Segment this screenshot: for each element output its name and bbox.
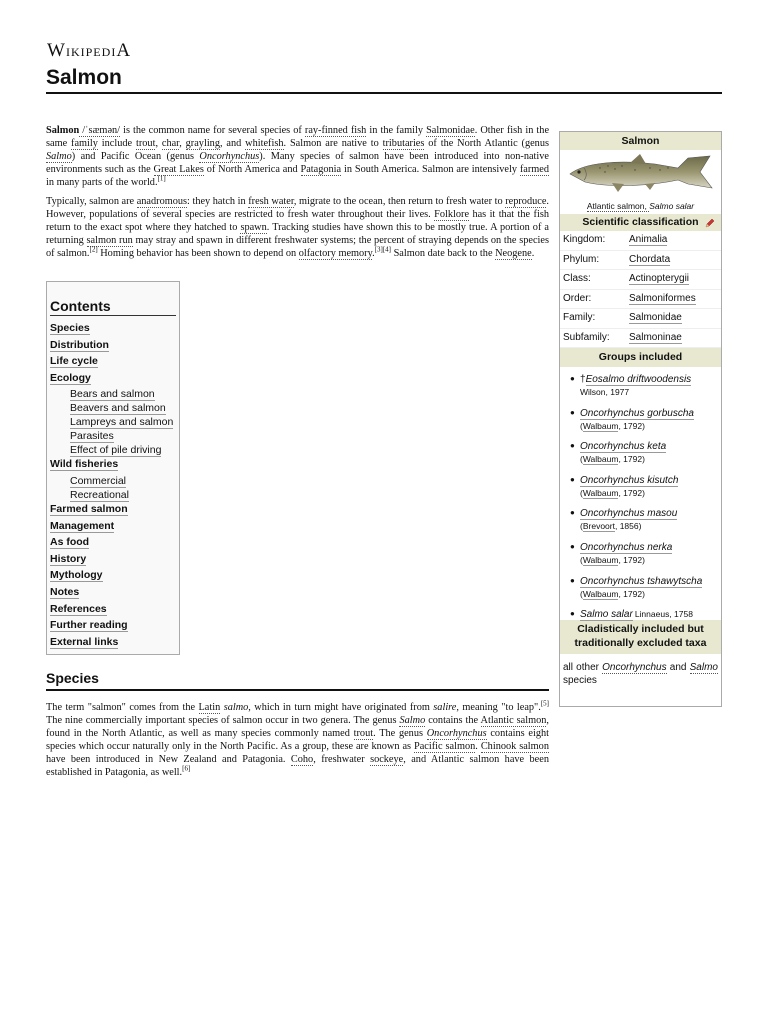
inline-link[interactable]: family (71, 137, 98, 149)
classification-rows (560, 231, 721, 348)
authority-text: Linnaeus, 1758 (634, 609, 693, 620)
inline-link[interactable]: Salmo (689, 662, 718, 674)
cladistic-text (560, 654, 721, 687)
classification-rank: Family: (563, 312, 596, 323)
text-run: The nine commercially important species of salmon occur in two genera. The genus (46, 714, 400, 726)
text-run: Typically, salmon are (46, 196, 137, 207)
sci-heading-label: Scientific classification (582, 216, 699, 228)
classification-rank: Phylum: (563, 253, 600, 265)
text-run: in South America. Salmon are intensively (341, 163, 520, 175)
toc-item[interactable] (50, 586, 179, 603)
classification-rank: Order: (563, 292, 592, 304)
classification-row (560, 290, 721, 310)
citation-link[interactable]: [6] (182, 764, 191, 773)
classification-taxon-link[interactable]: Actinopterygii (629, 273, 690, 284)
bullet-icon: ● (570, 374, 575, 383)
species-link[interactable]: Oncorhynchus keta (580, 441, 667, 453)
pencil-icon[interactable] (705, 218, 715, 228)
classification-row (560, 231, 721, 251)
text-run: . (475, 740, 481, 752)
toc-item[interactable] (50, 430, 179, 444)
toc-item-label: Recreational (70, 488, 129, 501)
species-link[interactable]: Oncorhynchus tshawytscha (580, 575, 703, 587)
inline-link[interactable]: Coho (290, 753, 314, 765)
authority-year: , 1792) (618, 487, 645, 498)
toc-item[interactable] (50, 603, 179, 620)
wikipedia-wordmark[interactable]: WikipediA (47, 40, 132, 61)
classification-taxon-link[interactable]: Salmonidae (629, 312, 682, 323)
toc-item-label: References (50, 602, 107, 615)
bullet-icon: ● (570, 441, 575, 451)
text-run: , and (219, 137, 246, 149)
group-item (568, 609, 721, 620)
bullet-icon: ● (570, 508, 575, 518)
text-run: . (531, 247, 535, 259)
species-authority (580, 555, 721, 565)
text-run: Salmon date back to the (391, 247, 496, 259)
authority-year: , 1792) (618, 554, 645, 565)
toc-item[interactable] (50, 636, 179, 653)
species-authority (580, 488, 721, 498)
table-of-contents (46, 281, 180, 655)
text-run: has it that the fish return to the exact spot where they hatched to (46, 208, 549, 233)
inline-link[interactable]: Oncorhynchus (602, 662, 667, 674)
text-run: Salmon (46, 125, 80, 136)
authority-link[interactable]: Walbaum (582, 420, 619, 431)
group-item (568, 508, 721, 542)
inline-link[interactable]: Folklore (434, 208, 470, 220)
page-title: Salmon (46, 66, 722, 94)
classification-row (560, 251, 721, 271)
toc-item[interactable] (50, 553, 179, 570)
toc-item-label: Commercial (70, 474, 127, 487)
taxobox (559, 131, 722, 707)
species-link[interactable]: Oncorhynchus masou (580, 508, 678, 520)
text-run: , freshwater (313, 753, 371, 765)
inline-link[interactable]: Salmonidae (426, 125, 475, 136)
salmon-image[interactable] (560, 150, 721, 198)
inline-link[interactable]: trout (135, 137, 156, 149)
authority-text: ( (580, 487, 583, 498)
infobox-title: Salmon (560, 132, 721, 150)
text-run: . The genus (373, 727, 427, 739)
classification-row (560, 329, 721, 349)
toc-item[interactable] (50, 416, 179, 430)
caption-atlantic-salmon[interactable]: Atlantic salmon, (586, 201, 650, 211)
text-run: may stray and spawn in different freshwater systems; the percent of straying depends on the species of salmon. (46, 234, 550, 259)
toc-item-label: Parasites (70, 430, 114, 443)
toc-item[interactable] (50, 503, 179, 520)
inline-link[interactable]: olfactory memory (298, 247, 373, 259)
text-run: . Tracking studies have shown this to be mostly true. A portion of a returning (46, 221, 549, 246)
text-run: ). Many species of salmon have been introduced into non-native environments such as the (46, 150, 549, 175)
classification-rank: Subfamily: (563, 331, 610, 343)
inline-link[interactable]: sockeye (370, 753, 404, 765)
authority-link[interactable]: Walbaum (582, 487, 619, 498)
inline-link[interactable]: Chinook salmon (480, 740, 549, 752)
toc-item-label: Life cycle (50, 355, 98, 368)
authority-text: Wilson, 1977 (580, 387, 630, 397)
toc-item-label: External links (50, 635, 119, 648)
group-item (568, 374, 721, 408)
inline-link[interactable]: Oncorhynchus (199, 150, 260, 162)
text-run: , found in the North Atlantic, as well as many species commonly named (46, 714, 549, 739)
text-run: , which in turn might have originated from (248, 702, 434, 713)
authority-text: ( (580, 521, 583, 532)
toc-item-label: Effect of pile driving (70, 444, 162, 457)
toc-item-label: Notes (50, 585, 80, 598)
classification-rank: Kingdom: (563, 234, 606, 245)
authority-text: ( (580, 420, 583, 431)
species-authority (580, 454, 721, 464)
text-run: is the common name for several species of (120, 125, 305, 136)
toc-item-label: Ecology (50, 371, 91, 384)
group-item (568, 408, 721, 442)
toc-item-label: Beavers and salmon (70, 402, 166, 415)
inline-link[interactable]: spawn (240, 221, 267, 233)
toc-item-label: Farmed salmon (50, 502, 128, 515)
text-run: have been introduced in New Zealand and Patagonia. (46, 753, 291, 765)
groups-list (560, 367, 721, 620)
text-run: The term "salmon" comes from the (46, 702, 199, 713)
species-link[interactable]: Oncorhynchus kisutch (580, 474, 679, 486)
group-item (568, 542, 721, 576)
classification-row (560, 309, 721, 329)
extinct-dagger: † (580, 374, 586, 385)
text-run: of North America and (203, 163, 301, 175)
intro-paragraph-1 (46, 125, 549, 190)
toc-item[interactable] (50, 475, 179, 489)
toc-item-label: Mythology (50, 569, 103, 582)
text-run: in the family (366, 125, 427, 136)
inline-link[interactable]: salmon run (86, 234, 133, 246)
inline-link[interactable]: Salmo (46, 150, 72, 162)
authority-link[interactable]: Walbaum (582, 454, 619, 465)
authority-year: , 1792) (618, 588, 645, 599)
species-link[interactable]: Eosalmo driftwoodensis (585, 374, 692, 385)
bullet-icon: ● (570, 407, 575, 417)
inline-link[interactable]: /ˈsæmən/ (79, 125, 121, 136)
text-run: Homing behavior has been shown to depend on (97, 247, 299, 259)
toc-item-label: As food (50, 536, 90, 549)
text-run: . Salmon are native to (283, 137, 383, 149)
inline-link[interactable]: Salmo (399, 714, 426, 726)
text-run: include (97, 137, 136, 149)
text-run: of the North Atlantic (genus (424, 137, 549, 149)
text-run: : they hatch in (187, 196, 249, 207)
toc-item[interactable] (50, 619, 179, 636)
authority-text: ( (580, 454, 583, 465)
toc-item[interactable] (50, 372, 179, 389)
authority-link[interactable]: Brevoort (582, 521, 615, 532)
toc-list (50, 322, 179, 652)
species-heading: Species (46, 670, 549, 691)
inline-link[interactable]: Oncorhynchus (426, 727, 487, 739)
image-caption (560, 198, 721, 214)
inline-link[interactable]: Pacific salmon (414, 740, 476, 752)
text-run: salmo (223, 702, 249, 713)
text-run: . Other fish in the same (46, 125, 550, 149)
groups-included-heading: Groups included (560, 348, 721, 367)
text-run: , and Atlantic salmon have been established in Patagonia, as well. (46, 753, 549, 778)
inline-link[interactable]: fresh water (248, 196, 294, 207)
bullet-icon: ● (570, 541, 575, 551)
authority-text: ( (580, 554, 583, 565)
species-link[interactable]: Salmo salar (580, 609, 633, 621)
inline-link[interactable]: tributaries (382, 137, 425, 149)
authority-text: ( (580, 588, 583, 599)
species-paragraph (46, 699, 550, 779)
caption-salmo-salar: Salmo salar (649, 201, 695, 211)
inline-link[interactable]: grayling (185, 137, 220, 149)
intro-paragraph-2 (46, 196, 549, 261)
toc-item[interactable] (50, 489, 179, 503)
inline-link[interactable]: Great Lakes (153, 163, 204, 175)
citation-link[interactable]: [1] (157, 174, 166, 183)
species-link[interactable]: Oncorhynchus gorbuscha (580, 407, 694, 419)
text-run: in many parts of the world. (46, 176, 158, 188)
toc-item-label: Further reading (50, 619, 128, 632)
bullet-icon: ● (570, 575, 575, 585)
toc-item-label: Management (50, 519, 115, 532)
classification-taxon-link[interactable]: Salmoninae (629, 331, 682, 343)
citation-link[interactable]: [5] (540, 699, 550, 708)
toc-item[interactable] (50, 402, 179, 416)
toc-item[interactable] (50, 536, 179, 553)
citation-link[interactable]: [3][4] (374, 245, 391, 254)
toc-item-label: Species (50, 322, 90, 334)
toc-item[interactable] (50, 444, 179, 458)
group-item (568, 576, 721, 610)
text-run: . However, populations of several species are restricted to fresh water throughout their lives. (46, 196, 549, 220)
classification-taxon-link[interactable]: Animalia (629, 234, 668, 245)
text-run: , (155, 137, 162, 149)
inline-link[interactable]: Atlantic salmon (480, 714, 547, 726)
species-link[interactable]: Oncorhynchus nerka (580, 541, 673, 553)
species-authority (580, 387, 721, 397)
text-run: ) and Pacific Ocean (genus (71, 150, 200, 162)
toc-item-label: Distribution (50, 338, 109, 351)
inline-link[interactable]: reproduce (505, 196, 547, 207)
bullet-icon: ● (570, 609, 575, 619)
toc-item[interactable] (50, 458, 179, 475)
inline-link[interactable]: Latin (198, 702, 221, 713)
scientific-classification-heading[interactable] (560, 214, 721, 231)
toc-item[interactable] (50, 355, 179, 372)
authority-year: , 1856) (614, 521, 642, 532)
classification-rank: Class: (563, 273, 591, 284)
authority-link[interactable]: Walbaum (582, 588, 619, 599)
species-authority (580, 421, 721, 431)
toc-item[interactable] (50, 322, 179, 339)
text-run: contains the (425, 714, 481, 726)
cladistic-heading: Cladistically included but traditionally excluded taxa (560, 620, 721, 654)
text-run: , meaning "to leap". (456, 702, 541, 713)
toc-item[interactable] (50, 520, 179, 537)
inline-link[interactable]: Neogene (495, 247, 532, 259)
toc-item[interactable] (50, 388, 179, 402)
text-run: and (666, 662, 690, 674)
toc-item-label: Wild fisheries (50, 458, 119, 471)
species-authority (580, 521, 721, 531)
inline-link[interactable]: whitefish (245, 137, 284, 149)
inline-link[interactable]: farmed (519, 163, 549, 175)
inline-link[interactable]: ray-finned fish (304, 125, 367, 136)
text-run: salire (433, 702, 457, 713)
classification-taxon-link[interactable]: Salmoniformes (629, 292, 696, 304)
inline-link[interactable]: char (161, 137, 180, 149)
text-run: , (179, 137, 186, 149)
text-run: . (372, 247, 375, 259)
toc-item-label: Bears and salmon (70, 388, 155, 401)
toc-item[interactable] (50, 339, 179, 356)
group-item (568, 475, 721, 509)
citation-link[interactable]: [2] (89, 245, 98, 254)
classification-row (560, 270, 721, 290)
authority-year: , 1792) (618, 420, 645, 431)
text-run: species (563, 674, 597, 686)
inline-link[interactable]: trout (353, 727, 374, 739)
toc-item[interactable] (50, 569, 179, 586)
toc-title: Contents (50, 298, 176, 316)
text-run: contains eight species which occur naturally only in the North Pacific. As a group, these are known as (46, 727, 549, 752)
inline-link[interactable]: Patagonia (300, 163, 342, 175)
authority-link[interactable]: Walbaum (582, 554, 619, 565)
salmon-fish-icon (560, 150, 721, 198)
species-authority (635, 609, 693, 619)
bullet-icon: ● (570, 474, 575, 484)
species-authority (580, 589, 721, 599)
classification-taxon-link[interactable]: Chordata (629, 253, 671, 265)
text-run: all other (563, 662, 603, 674)
text-run: , migrate to the ocean, then return to fresh water to (293, 196, 506, 207)
group-item (568, 441, 721, 475)
toc-item-label: History (50, 552, 87, 565)
toc-item-label: Lampreys and salmon (70, 416, 174, 429)
authority-year: , 1792) (618, 454, 645, 465)
inline-link[interactable]: anadromous (136, 196, 188, 207)
